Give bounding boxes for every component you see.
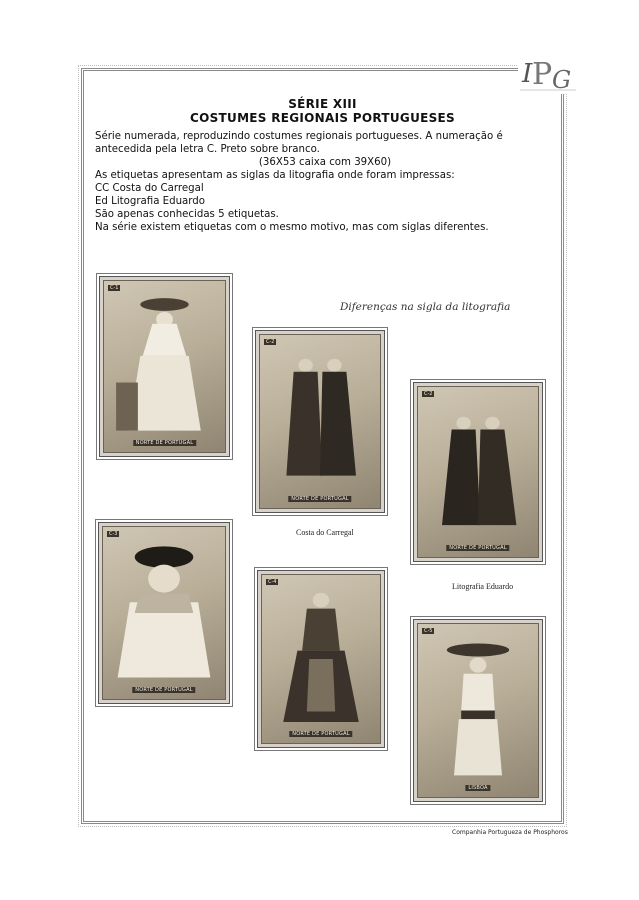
svg-text:P: P xyxy=(532,57,553,92)
series-title: SÉRIE XIII xyxy=(288,97,357,111)
label-number: C-4 xyxy=(268,579,277,585)
two-women-figure xyxy=(260,335,380,508)
label-number: C-1 xyxy=(110,285,119,291)
label-photo xyxy=(103,280,226,453)
label-photo xyxy=(261,574,381,744)
caption-litografia-eduardo: Litografia Eduardo xyxy=(452,582,514,591)
matchbox-label-2 xyxy=(255,330,385,513)
label-photo xyxy=(102,526,226,700)
svg-text:I: I xyxy=(522,59,533,89)
description-cc: CC Costa do Carregal xyxy=(95,183,204,194)
matchbox-label-1 xyxy=(99,276,230,457)
woman-basket-figure xyxy=(418,624,538,797)
matchbox-label-6 xyxy=(413,619,543,802)
label-number: C-2 xyxy=(424,391,433,397)
label-photo xyxy=(417,386,539,558)
label-photo xyxy=(259,334,381,509)
description-dimensions: (36X53 caixa com 39X60) xyxy=(258,157,392,168)
caption-costa-do-carregal: Costa do Carregal xyxy=(296,528,354,537)
label-region-text: NORTE DE PORTUGAL xyxy=(133,440,196,446)
label-number: C-3 xyxy=(109,531,118,537)
ipg-monogram-logo xyxy=(518,52,578,94)
woman-costume-figure xyxy=(262,575,380,743)
description-known: São apenas conhecidas 5 etiquetas. xyxy=(95,209,279,220)
label-region-text: LISBOA xyxy=(465,785,490,791)
series-subtitle: COSTUMES REGIONAIS PORTUGUESES xyxy=(189,111,455,125)
lithography-annotation: Diferenças na sigla da litografia xyxy=(340,301,511,313)
matchbox-label-4 xyxy=(98,522,230,704)
two-women-figure xyxy=(418,387,538,557)
label-region-text: NORTE DE PORTUGAL xyxy=(288,496,351,502)
woman-basket-figure xyxy=(104,281,225,452)
label-number: C-5 xyxy=(424,628,433,634)
description-ed: Ed Litografia Eduardo xyxy=(95,196,205,207)
matchbox-label-3 xyxy=(413,382,543,562)
description-siglas: As etiquetas apresentam as siglas da litografia onde foram impressas: xyxy=(95,170,455,181)
matchbox-label-5 xyxy=(257,570,385,748)
label-region-text: NORTE DE PORTUGAL xyxy=(132,687,195,693)
description-intro: Série numerada, reproduzindo costumes regionais portugueses. A numeração é antecedida pela letra C. Preto sobre branco. xyxy=(95,131,503,155)
publisher-footer: Companhia Portugueza de Phosphoros xyxy=(452,829,568,836)
label-number: C-2 xyxy=(266,339,275,345)
description-series: Na série existem etiquetas com o mesmo motivo, mas com siglas diferentes. xyxy=(95,222,489,233)
label-region-text: NORTE DE PORTUGAL xyxy=(289,731,352,737)
svg-text:G: G xyxy=(552,66,572,94)
label-region-text: NORTE DE PORTUGAL xyxy=(446,545,509,551)
label-photo xyxy=(417,623,539,798)
series-description xyxy=(95,130,555,234)
woman-hat-figure xyxy=(103,527,225,699)
